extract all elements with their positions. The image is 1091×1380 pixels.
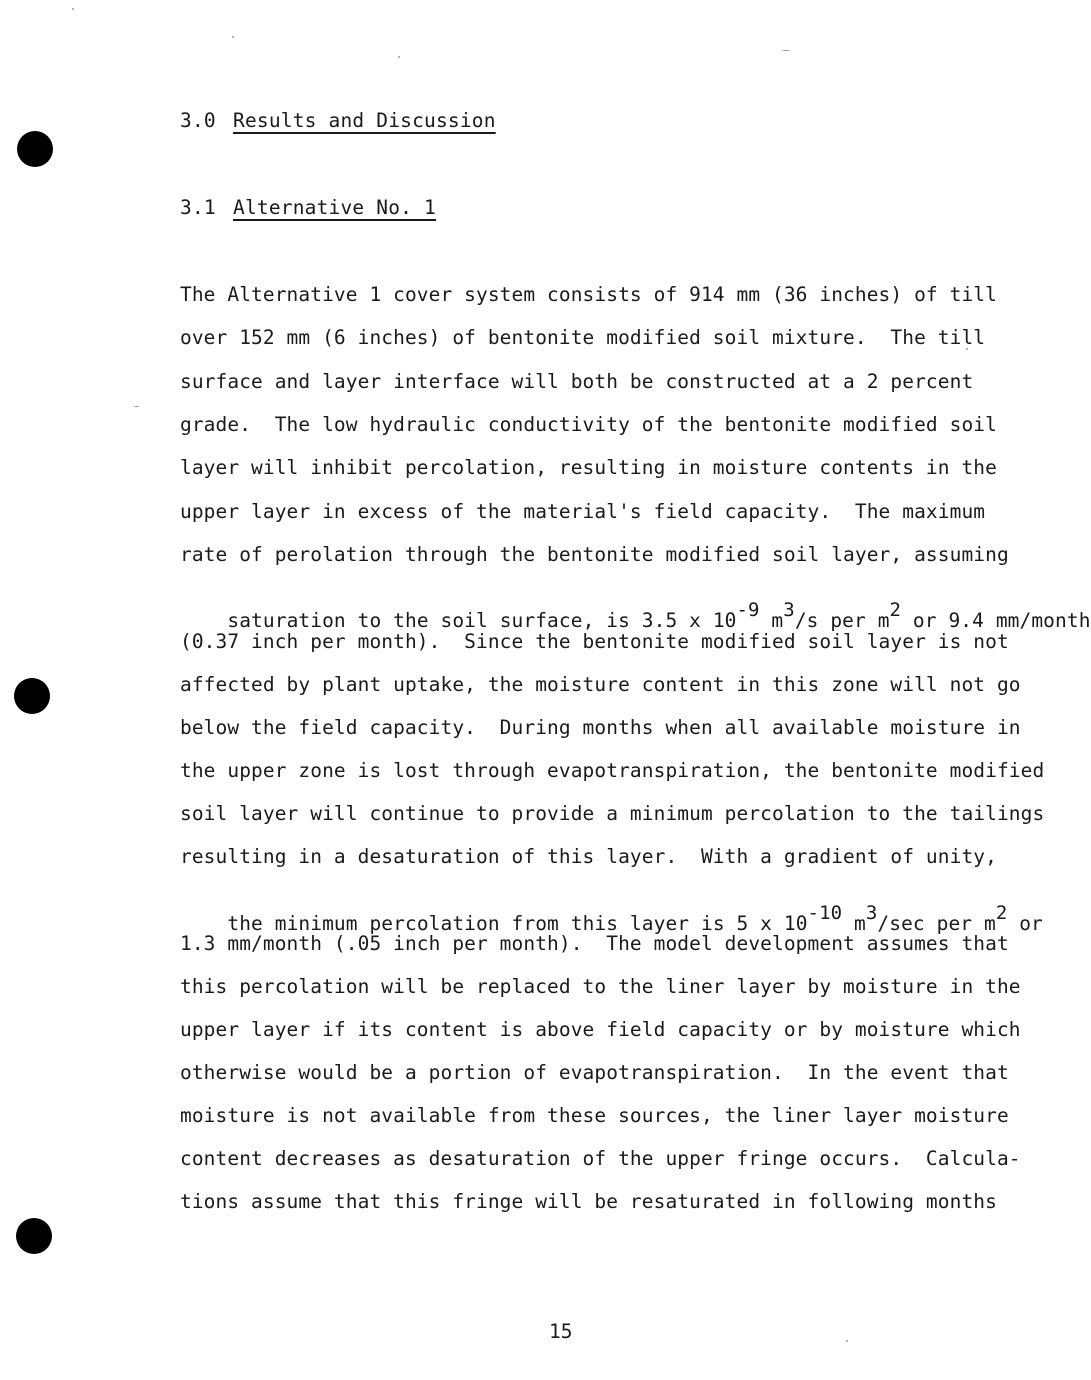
body-line: The Alternative 1 cover system consists of 914 mm (36 inches) of till — [180, 283, 997, 306]
page-number: 15 — [549, 1320, 573, 1343]
punch-hole-middle — [14, 678, 50, 714]
scan-speck — [232, 36, 234, 38]
punch-hole-bottom — [16, 1218, 52, 1254]
body-line: 1.3 mm/month (.05 inch per month). The model development assumes that — [180, 932, 1009, 955]
body-line: upper layer in excess of the material's field capacity. The maximum — [180, 500, 986, 523]
text-segment: or 9.4 mm/month — [901, 609, 1091, 632]
text-segment: m — [759, 609, 784, 632]
body-line: over 152 mm (6 inches) of bentonite modified soil mixture. The till — [180, 326, 986, 349]
superscript: -9 — [736, 599, 760, 621]
text-segment: or — [1007, 912, 1043, 935]
section-heading-3-0 — [180, 109, 496, 132]
body-line: the upper zone is lost through evapotranspiration, the bentonite modified — [180, 759, 1045, 782]
superscript: 2 — [995, 902, 1008, 924]
superscript: 3 — [865, 902, 878, 924]
body-line: upper layer if its content is above field capacity or by moisture which — [180, 1018, 1021, 1041]
text-segment: saturation to the soil surface, is 3.5 x 10 — [227, 609, 737, 632]
body-line: rate of perolation through the bentonite modified soil layer, assuming — [180, 543, 1009, 566]
body-line: below the field capacity. During months when all available moisture in — [180, 716, 1021, 739]
scan-speck — [782, 50, 790, 51]
body-line: otherwise would be a portion of evapotranspiration. In the event that — [180, 1061, 1009, 1084]
body-line: resulting in a desaturation of this layer. With a gradient of unity, — [180, 845, 997, 868]
body-line: this percolation will be replaced to the liner layer by moisture in the — [180, 975, 1021, 998]
punch-hole-top — [17, 131, 53, 167]
section-title: Alternative No. 1 — [233, 196, 436, 219]
scan-speck — [134, 406, 139, 407]
section-number: 3.0 — [180, 109, 216, 132]
body-line: tions assume that this fringe will be resaturated in following months — [180, 1190, 997, 1213]
text-segment: m — [842, 912, 866, 935]
body-line: soil layer will continue to provide a minimum percolation to the tailings — [180, 802, 1045, 825]
section-number: 3.1 — [180, 196, 216, 219]
text-segment: the minimum percolation from this layer is 5 x 10 — [227, 912, 808, 935]
body-line: surface and layer interface will both be constructed at a 2 percent — [180, 370, 974, 393]
body-line: affected by plant uptake, the moisture content in this zone will not go — [180, 673, 1021, 696]
body-line: layer will inhibit percolation, resulting in moisture contents in the — [180, 456, 997, 479]
body-line: grade. The low hydraulic conductivity of the bentonite modified soil — [180, 413, 997, 436]
body-line: moisture is not available from these sources, the liner layer moisture — [180, 1104, 1009, 1127]
body-line: (0.37 inch per month). Since the bentonite modified soil layer is not — [180, 630, 1009, 653]
superscript: 3 — [783, 599, 795, 621]
text-segment: /sec per m — [877, 912, 996, 935]
section-heading-3-1 — [180, 196, 436, 219]
section-title: Results and Discussion — [233, 109, 496, 132]
text-segment: /s per m — [794, 609, 890, 632]
scan-speck — [398, 56, 400, 58]
superscript: -10 — [807, 902, 843, 924]
scan-speck — [846, 1340, 848, 1342]
body-line: content decreases as desaturation of the upper fringe occurs. Calcula- — [180, 1147, 1021, 1170]
superscript: 2 — [889, 599, 902, 621]
scan-speck — [72, 8, 74, 10]
